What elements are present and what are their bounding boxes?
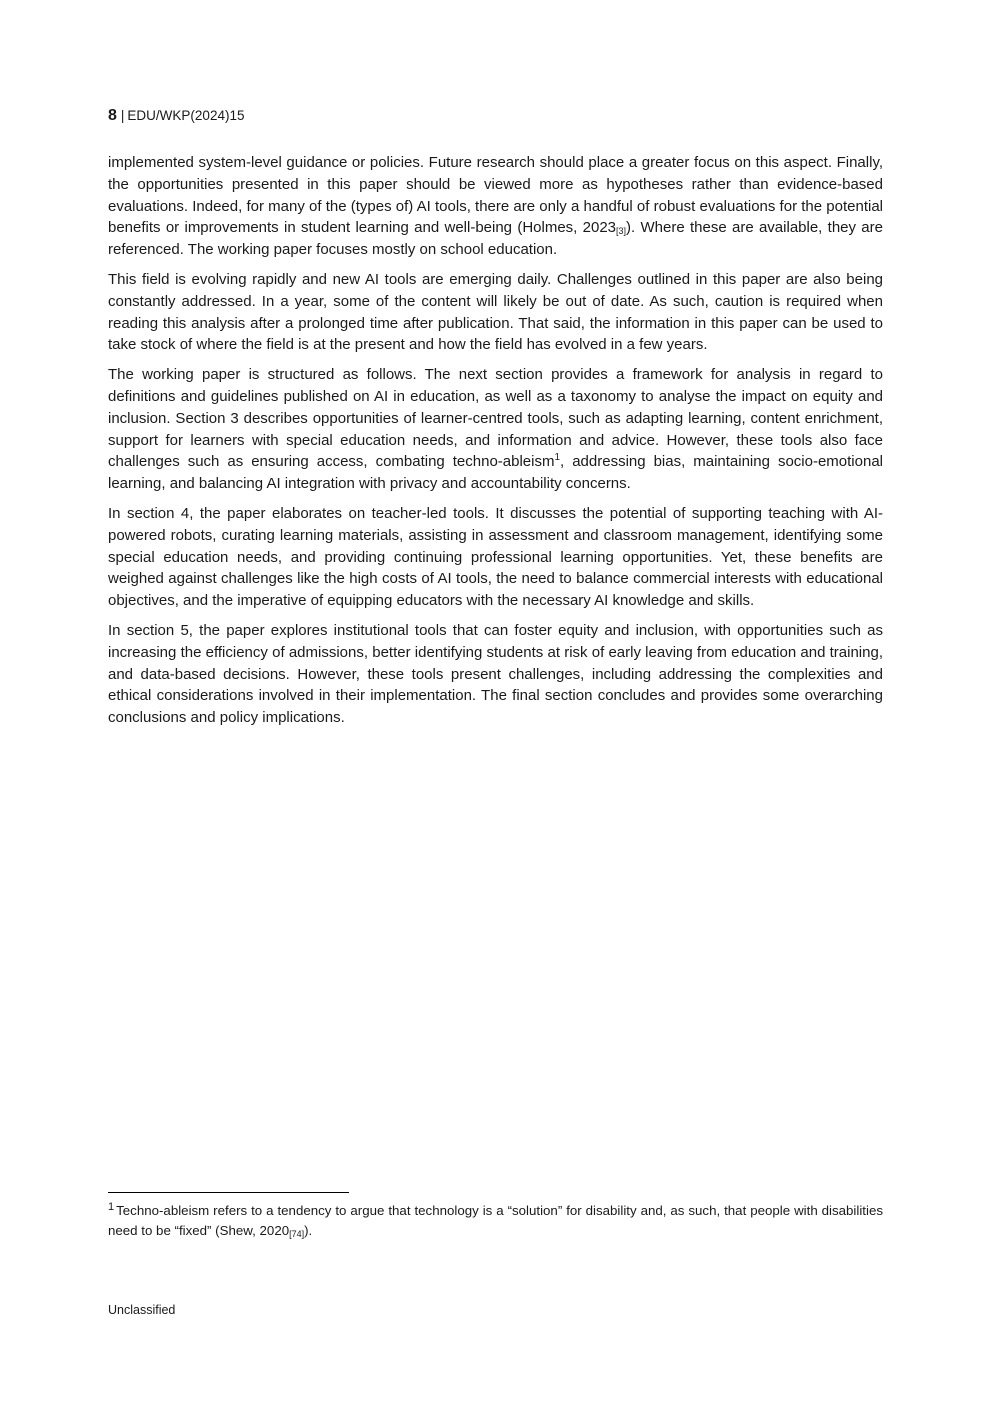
paragraph-5: In section 5, the paper explores institutional tools that can foster equity and inclusion, with opportunities such as increasing the efficiency of admissions, better identifying students at risk of early leaving from education and training, and data-based decisions. However, these tools present challenges, including addressing the complexities and ethical considerations involved in their implementation. The final section concludes and provides some overarching conclusions and policy implications. <box>108 621 883 727</box>
paragraph-3 <box>108 364 883 495</box>
classification-label: Unclassified <box>108 1303 176 1317</box>
paragraph-1-text-b: ). Where these are available, they are referenced. The working paper focuses mostly on school education. <box>108 219 883 259</box>
citation-link-74[interactable]: [74] <box>289 1229 305 1239</box>
paragraph-3-text-a: The working paper is structured as follows. The next section provides a framework for analysis in regard to definitions and guidelines published on AI in education, as well as a taxonomy to analyse the impact on equity and inclusion. Section 3 describes opportunities of learner-centred tools, such as adapting learning, content enrichment, support for learners with special education needs, and information and advice. However, these tools also face challenges such as ensuring access, combating techno-ableism <box>108 366 883 471</box>
paragraph-1-text-a: implemented system-level guidance or policies. Future research should place a greater focus on this aspect. Finally, the opportunities presented in this paper should be viewed more as hypotheses rather than evidence-based evaluations. Indeed, for many of the (types of) AI tools, there are only a handful of robust evaluations for the potential benefits or improvements in student learning and well-being (Holmes, 2023 <box>108 154 883 237</box>
footnote-text-b: ). <box>304 1223 313 1238</box>
citation-link-3[interactable]: [3] <box>616 226 627 237</box>
paragraph-4: In section 4, the paper elaborates on teacher-led tools. It discusses the potential of supporting teaching with AI-powered robots, curating learning materials, assisting in assessment and classroom management, identifying some special education needs, and providing continuing professional learning opportunities. Yet, these benefits are weighed against challenges like the high costs of AI tools, the need to balance commercial interests with educational objectives, and the imperative of equipping educators with the necessary AI knowledge and skills. <box>108 504 883 610</box>
page-number: 8 <box>108 107 117 124</box>
document-code: EDU/WKP(2024)15 <box>127 108 245 123</box>
header-separator: | <box>120 108 125 123</box>
paragraph-3-text-b: , addressing bias, maintaining socio-emotional learning, and balancing AI integration with privacy and accountability concerns. <box>108 453 883 493</box>
footnote-text-a: Techno-ableism refers to a tendency to argue that technology is a “solution” for disability and, as such, that people with disabilities need to be “fixed” (Shew, 2020 <box>108 1203 883 1238</box>
footnote-number: 1 <box>108 1201 115 1213</box>
page-footer <box>108 1301 175 1319</box>
paragraph-2: This field is evolving rapidly and new AI tools are emerging daily. Challenges outlined in this paper are also being constantly addressed. In a year, some of the content will likely be out of date. As such, caution is required when reading this analysis after a prolonged time after publication. That said, the information in this paper can be used to take stock of where the field is at the present and how the field has evolved in a few years. <box>108 270 883 354</box>
page-header <box>108 106 244 126</box>
main-text <box>108 152 883 737</box>
footnote-divider <box>108 1192 349 1193</box>
footnote-marker-1[interactable]: 1 <box>554 452 561 464</box>
footnote-1 <box>108 1201 883 1241</box>
paragraph-1 <box>108 152 883 261</box>
